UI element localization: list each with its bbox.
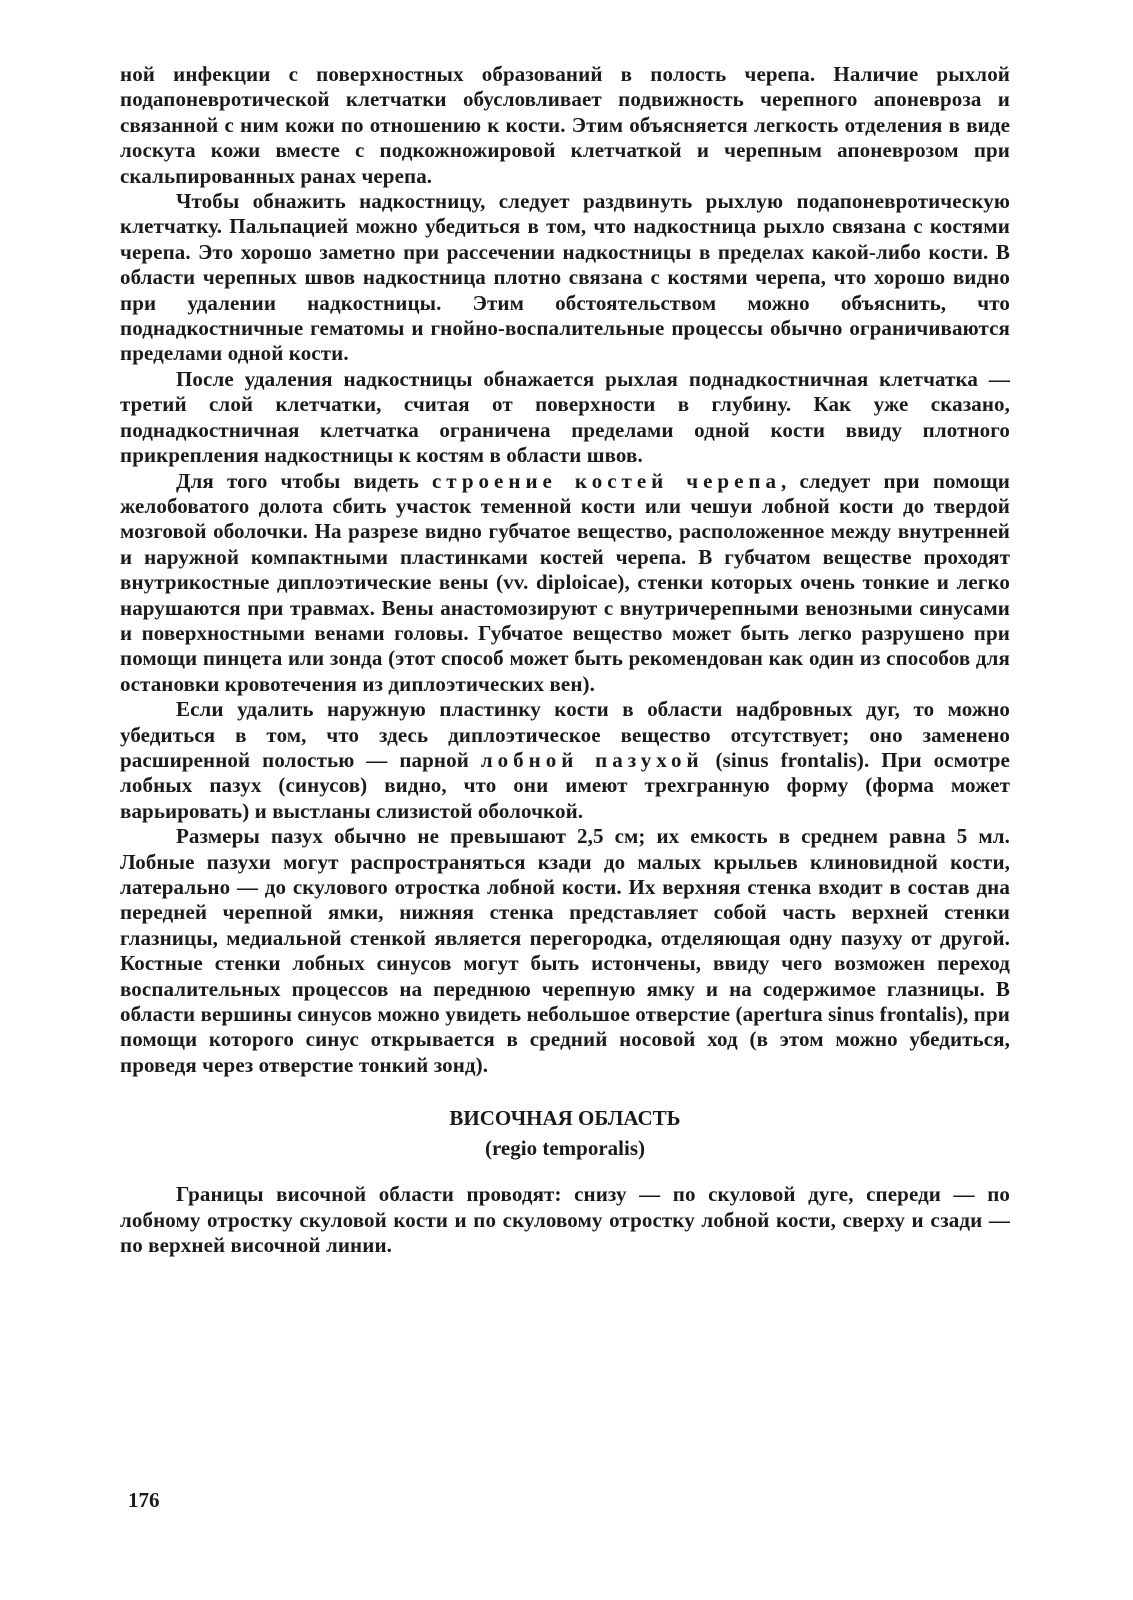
paragraph-text: Если удалить наружную пластинку кости в области надбровных дуг, то можно убедиться в том, что здесь диплоэтическое вещество отсутствует; оно заменено расширенной полостью — парной bbox=[120, 697, 1010, 772]
paragraph bbox=[120, 1182, 1010, 1258]
paragraph bbox=[120, 189, 1010, 367]
page-content bbox=[120, 62, 1010, 1258]
paragraph bbox=[120, 62, 1010, 189]
paragraph-text: Границы височной области проводят: снизу — по скуловой дуге, спереди — по лобному отростку скуловой кости и по скуловому отростку лобной кости, сверху и сзади — по верхней височной линии. bbox=[120, 1182, 1010, 1258]
paragraph-text: Размеры пазух обычно не превышают 2,5 см; их емкость в среднем равна 5 мл. Лобные пазухи могут распространяться кзади до малых крыльев клиновидной кости, латерально — до скулового отростка лобной кости. Их верхняя стенка входит в состав дна передней черепной ямки, нижняя стенка представляет собой часть верхней стенки глазницы, медиальной стенкой является перегородка, отделяющая одну пазуху от другой. Костные стенки лобных синусов могут быть истончены, ввиду чего возможен переход воспалительных процессов на переднюю черепную ямку и на содержимое глазницы. В области вершины синусов можно увидеть небольшое отверстие (apertura sinus frontalis), при помощи которого синус открывается в средний носовой ход (в этом можно убедиться, проведя через отверстие тонкий зонд). bbox=[120, 824, 1010, 1077]
emphasized-term: лобной пазухой bbox=[480, 747, 704, 772]
paragraph-text: Чтобы обнажить надкостницу, следует раздвинуть рыхлую подапоневротическую клетчатку. Пальпацией можно убедиться в том, что надкостница рыхло связана с костями черепа. Это хорошо заметно при рассечении надкостницы в пределах какой-либо кости. В области черепных швов надкостница плотно связана с костями черепа, что хорошо видно при удалении надкостницы. Этим обстоятельством можно объяснить, что поднадкостничные гематомы и гнойно-воспалительные процессы обычно ограничиваются пределами одной кости. bbox=[120, 189, 1010, 366]
paragraph bbox=[120, 367, 1010, 469]
paragraph-text: ной инфекции с поверхностных образований в полость черепа. Наличие рыхлой подапоневротической клетчатки обусловливает подвижность черепного апоневроза и связанной с ним кожи по отношению к кости. Этим объясняется легкость отделения в виде лоскута кожи вместе с подкожножировой клетчаткой и черепным апоневрозом при скальпированных ранах черепа. bbox=[120, 62, 1010, 188]
section-heading bbox=[120, 1104, 1010, 1162]
paragraph-text: Для того чтобы видеть bbox=[176, 468, 432, 493]
paragraph-text: После удаления надкостницы обнажается рыхлая поднадкостничная клетчатка — третий слой клетчатки, считая от поверхности в глубину. Как уже сказано, поднадкостничная клетчатка ограничена пределами одной кости ввиду плотного прикрепления надкостницы к костям в области швов. bbox=[120, 366, 1010, 468]
section-body-text bbox=[120, 1182, 1010, 1258]
paragraph-text: (sinus frontalis). При осмотре лобных пазух (синусов) видно, что они имеют трехгранную форму (форма может варьировать) и выстланы слизистой оболочкой. bbox=[120, 747, 1010, 823]
body-text bbox=[120, 62, 1010, 1078]
emphasized-term: строение костей черепа bbox=[431, 468, 782, 493]
page-number: 176 bbox=[128, 1488, 160, 1512]
paragraph bbox=[120, 469, 1010, 698]
paragraph-text: , следует при помощи желобоватого долота сбить участок теменной кости или чешуи лобной кости до твердой мозговой оболочки. На разрезе видно губчатое вещество, расположенное между внутренней и наружной компактными пластинками костей черепа. В губчатом веществе проходят внутрикостные диплоэтические вены (vv. diploicae), стенки которых очень тонкие и легко нарушаются при травмах. Вены анастомозируют с внутричерепными венозными синусами и поверхностными венами головы. Губчатое вещество может быть легко разрушено при помощи пинцета или зонда (этот способ может быть рекомендован как один из способов для остановки кровотечения из диплоэтических вен). bbox=[120, 468, 1010, 696]
paragraph bbox=[120, 824, 1010, 1078]
paragraph bbox=[120, 697, 1010, 824]
section-subtitle: (regio temporalis) bbox=[485, 1136, 645, 1161]
section-title: ВИСОЧНАЯ ОБЛАСТЬ bbox=[449, 1106, 681, 1131]
